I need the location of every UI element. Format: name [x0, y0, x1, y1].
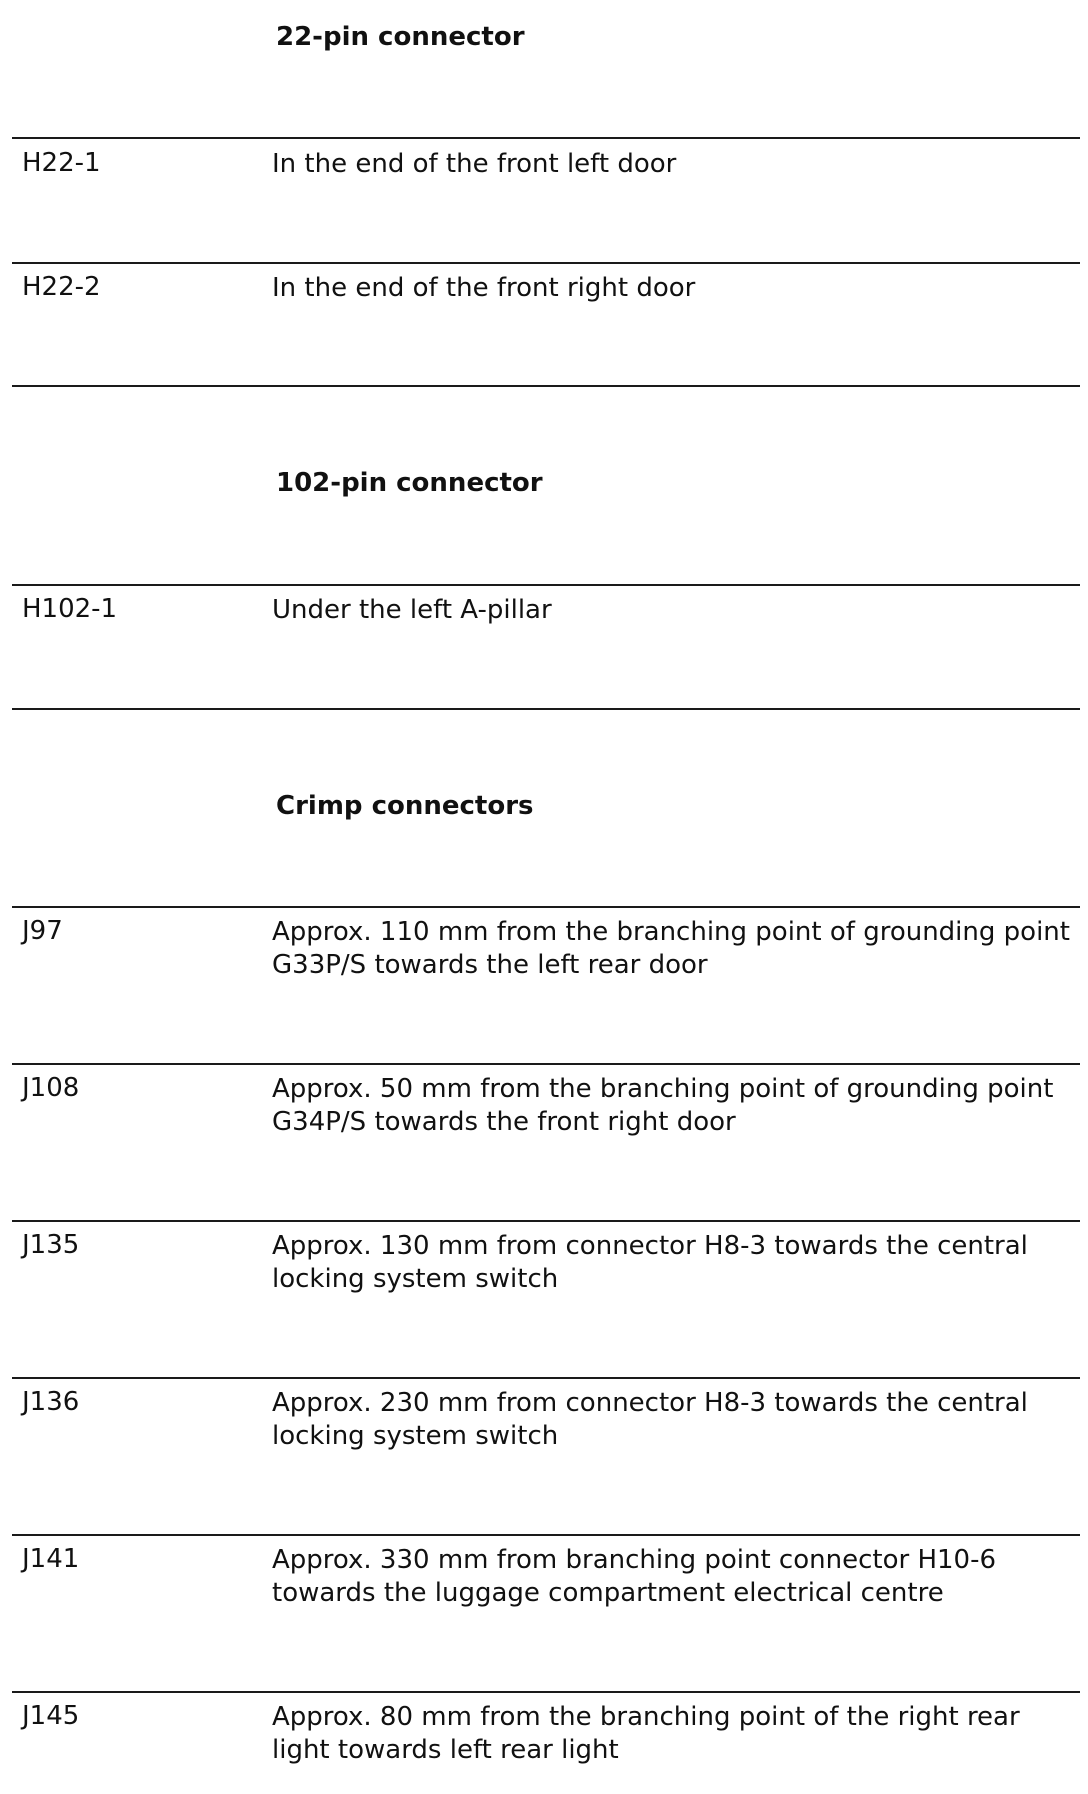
table-rule	[12, 1220, 1080, 1222]
connector-code: J141	[22, 1544, 80, 1574]
table-rule	[12, 1063, 1080, 1065]
connector-code: J108	[22, 1073, 80, 1103]
table-rule	[12, 708, 1080, 710]
connector-code: J136	[22, 1387, 80, 1417]
table-rule	[12, 385, 1080, 387]
connector-location: In the end of the front left door	[272, 149, 677, 179]
table-rule	[12, 1534, 1080, 1536]
section-heading-crimp: Crimp connectors	[276, 791, 534, 821]
connector-location: Approx. 110 mm from the branching point of grounding point G33P/S towards the left rear door	[272, 917, 1070, 980]
table-rule	[12, 137, 1080, 139]
connector-code: H102-1	[22, 594, 118, 624]
connector-location: Approx. 230 mm from connector H8-3 towards the central locking system switch	[272, 1388, 1028, 1451]
connector-location: Approx. 80 mm from the branching point of the right rear light towards left rear light	[272, 1702, 1020, 1765]
connector-location: Approx. 50 mm from the branching point of grounding point G34P/S towards the front right door	[272, 1074, 1054, 1137]
table-rule	[12, 1691, 1080, 1693]
section-heading-102-pin: 102-pin connector	[276, 468, 543, 498]
connector-code: J135	[22, 1230, 80, 1260]
table-rule	[12, 262, 1080, 264]
table-rule	[12, 584, 1080, 586]
table-rule	[12, 906, 1080, 908]
section-heading-22-pin: 22-pin connector	[276, 22, 525, 52]
table-rule	[12, 1377, 1080, 1379]
connector-location: In the end of the front right door	[272, 273, 696, 303]
connector-location: Approx. 330 mm from branching point connector H10-6 towards the luggage compartment electrical centre	[272, 1545, 997, 1608]
connector-code: J145	[22, 1701, 80, 1731]
connector-code: H22-1	[22, 148, 101, 178]
connector-location: Approx. 130 mm from connector H8-3 towards the central locking system switch	[272, 1231, 1028, 1294]
connector-code: H22-2	[22, 272, 101, 302]
connector-location: Under the left A-pillar	[272, 595, 552, 625]
connector-code: J97	[22, 916, 63, 946]
